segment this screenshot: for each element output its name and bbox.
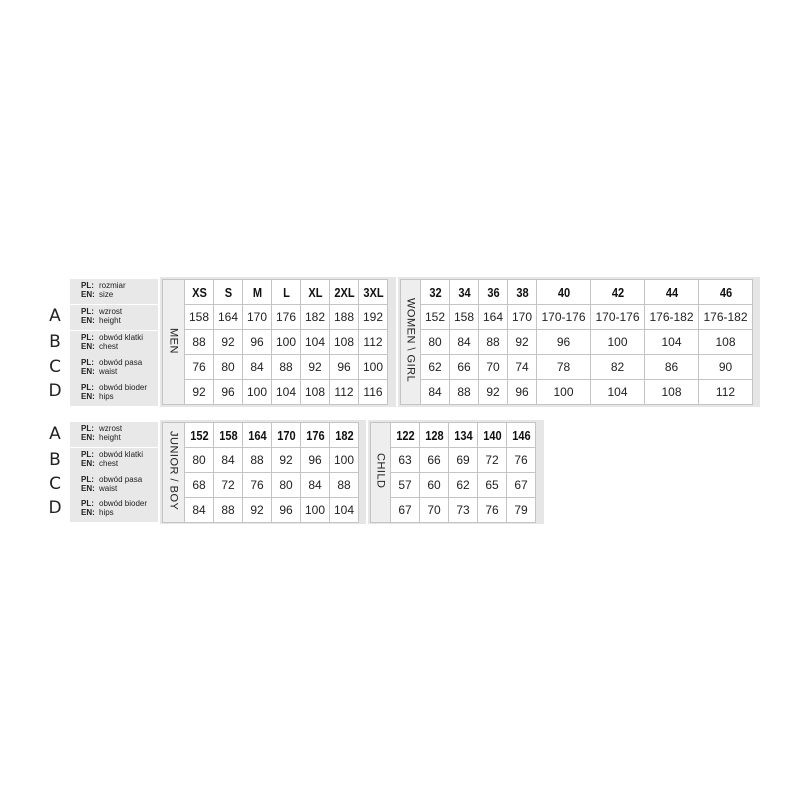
cell: 100 <box>330 448 359 473</box>
cell: 170 <box>508 305 537 330</box>
cell: 92 <box>243 498 272 523</box>
cell: 108 <box>699 330 753 355</box>
table-row <box>371 448 536 473</box>
cell: 100 <box>301 498 330 523</box>
row-letter-c: C <box>49 357 61 377</box>
child-size-table <box>370 422 536 523</box>
junior-title: JUNIOR / BOY <box>167 431 180 511</box>
label-chest: PL: obwód klatki EN: chest <box>70 331 158 356</box>
child-title: CHILD <box>374 453 387 489</box>
label-height: PL: wzrost EN: height <box>70 422 158 447</box>
cell: 100 <box>272 330 301 355</box>
cell: 100 <box>591 330 645 355</box>
size-header: 128 <box>422 423 447 448</box>
cell: 70 <box>420 498 449 523</box>
cell: 170-176 <box>537 305 591 330</box>
row-letter-d: D <box>48 498 62 518</box>
cell: 62 <box>449 473 478 498</box>
cell: 80 <box>421 330 450 355</box>
size-header: 170 <box>274 423 299 448</box>
size-header: 176 <box>303 423 328 448</box>
cell: 92 <box>214 330 243 355</box>
cell: 176 <box>272 305 301 330</box>
cell: 104 <box>645 330 699 355</box>
cell: 92 <box>272 448 301 473</box>
table-row <box>163 330 388 355</box>
size-header: XS <box>187 280 212 305</box>
cell: 88 <box>330 473 359 498</box>
cell: 79 <box>507 498 536 523</box>
cell: 176-182 <box>699 305 753 330</box>
size-header: 42 <box>595 280 641 305</box>
cell: 100 <box>243 380 272 405</box>
cell: 96 <box>272 498 301 523</box>
table-row <box>163 380 388 405</box>
cell: 100 <box>537 380 591 405</box>
cell: 104 <box>272 380 301 405</box>
women-size-table <box>400 279 753 405</box>
cell: 70 <box>479 355 508 380</box>
cell: 69 <box>449 448 478 473</box>
cell: 176-182 <box>645 305 699 330</box>
cell: 84 <box>214 448 243 473</box>
size-header: 46 <box>703 280 749 305</box>
cell: 164 <box>479 305 508 330</box>
cell: 92 <box>301 355 330 380</box>
row-letter-d: D <box>48 381 62 401</box>
size-header: 44 <box>649 280 695 305</box>
cell: 88 <box>214 498 243 523</box>
cell: 100 <box>359 355 388 380</box>
size-header: 122 <box>393 423 418 448</box>
cell: 158 <box>450 305 479 330</box>
cell: 92 <box>479 380 508 405</box>
cell: 170-176 <box>591 305 645 330</box>
cell: 67 <box>507 473 536 498</box>
cell: 65 <box>478 473 507 498</box>
cell: 84 <box>185 498 214 523</box>
cell: 96 <box>537 330 591 355</box>
table-row <box>401 330 753 355</box>
cell: 82 <box>591 355 645 380</box>
cell: 84 <box>243 355 272 380</box>
size-header: 38 <box>510 280 535 305</box>
size-header: 34 <box>452 280 477 305</box>
cell: 104 <box>330 498 359 523</box>
table-row <box>401 305 753 330</box>
cell: 108 <box>330 330 359 355</box>
row-letter-c: C <box>49 474 61 494</box>
size-header: S <box>216 280 241 305</box>
cell: 57 <box>391 473 420 498</box>
size-header: 164 <box>245 423 270 448</box>
cell: 108 <box>301 380 330 405</box>
cell: 188 <box>330 305 359 330</box>
cell: 104 <box>591 380 645 405</box>
cell: 80 <box>185 448 214 473</box>
cell: 96 <box>508 380 537 405</box>
size-header: XL <box>303 280 328 305</box>
men-size-table <box>162 279 388 405</box>
table-row <box>401 380 753 405</box>
men-title: MEN <box>167 327 180 354</box>
women-title: WOMEN \ GIRL <box>404 298 417 383</box>
size-header: 36 <box>481 280 506 305</box>
junior-title-cell <box>163 423 185 523</box>
row-letter-a: A <box>49 306 61 326</box>
cell: 72 <box>478 448 507 473</box>
table-row <box>371 473 536 498</box>
cell: 88 <box>185 330 214 355</box>
size-header: 32 <box>423 280 448 305</box>
cell: 84 <box>301 473 330 498</box>
cell: 116 <box>359 380 388 405</box>
size-header: 3XL <box>361 280 386 305</box>
child-title-cell <box>371 423 391 523</box>
row-letter-b: B <box>49 332 61 352</box>
cell: 158 <box>185 305 214 330</box>
row-letter-b: B <box>49 450 61 470</box>
size-header: L <box>274 280 299 305</box>
cell: 76 <box>478 498 507 523</box>
label-height: PL: wzrost EN: height <box>70 305 158 330</box>
cell: 96 <box>301 448 330 473</box>
cell: 112 <box>359 330 388 355</box>
cell: 92 <box>185 380 214 405</box>
cell: 80 <box>214 355 243 380</box>
women-title-cell <box>401 280 421 405</box>
size-header: M <box>245 280 270 305</box>
cell: 66 <box>450 355 479 380</box>
cell: 78 <box>537 355 591 380</box>
label-hips: PL: obwód bioder EN: hips <box>70 381 158 406</box>
cell: 66 <box>420 448 449 473</box>
table-row <box>163 305 388 330</box>
label-waist: PL: obwód pasa EN: waist <box>70 473 158 498</box>
size-header: 140 <box>480 423 505 448</box>
cell: 86 <box>645 355 699 380</box>
cell: 68 <box>185 473 214 498</box>
cell: 62 <box>421 355 450 380</box>
cell: 67 <box>391 498 420 523</box>
cell: 96 <box>243 330 272 355</box>
cell: 76 <box>243 473 272 498</box>
cell: 80 <box>272 473 301 498</box>
junior-size-table <box>162 422 359 523</box>
cell: 92 <box>508 330 537 355</box>
size-header: 152 <box>187 423 212 448</box>
size-header: 158 <box>216 423 241 448</box>
label-chest: PL: obwód klatki EN: chest <box>70 448 158 473</box>
cell: 96 <box>214 380 243 405</box>
cell: 60 <box>420 473 449 498</box>
cell: 88 <box>450 380 479 405</box>
row-letter-a: A <box>49 424 61 444</box>
cell: 88 <box>272 355 301 380</box>
cell: 164 <box>214 305 243 330</box>
table-row <box>163 355 388 380</box>
cell: 76 <box>507 448 536 473</box>
size-header: 40 <box>541 280 587 305</box>
cell: 88 <box>243 448 272 473</box>
table-row <box>401 355 753 380</box>
size-header: 134 <box>451 423 476 448</box>
table-row <box>163 448 359 473</box>
label-size: PL: rozmiar EN: size <box>70 279 158 304</box>
cell: 192 <box>359 305 388 330</box>
size-header: 2XL <box>332 280 357 305</box>
cell: 112 <box>330 380 359 405</box>
cell: 74 <box>508 355 537 380</box>
cell: 182 <box>301 305 330 330</box>
cell: 63 <box>391 448 420 473</box>
cell: 104 <box>301 330 330 355</box>
cell: 84 <box>450 330 479 355</box>
cell: 108 <box>645 380 699 405</box>
label-hips: PL: obwód bioder EN: hips <box>70 497 158 522</box>
cell: 76 <box>185 355 214 380</box>
size-header: 146 <box>509 423 534 448</box>
label-waist: PL: obwód pasa EN: waist <box>70 356 158 381</box>
cell: 72 <box>214 473 243 498</box>
cell: 73 <box>449 498 478 523</box>
men-title-cell <box>163 280 185 405</box>
table-row <box>371 498 536 523</box>
cell: 90 <box>699 355 753 380</box>
cell: 88 <box>479 330 508 355</box>
size-header: 182 <box>332 423 357 448</box>
cell: 152 <box>421 305 450 330</box>
table-row <box>163 473 359 498</box>
cell: 170 <box>243 305 272 330</box>
cell: 96 <box>330 355 359 380</box>
cell: 112 <box>699 380 753 405</box>
cell: 84 <box>421 380 450 405</box>
table-row <box>163 498 359 523</box>
